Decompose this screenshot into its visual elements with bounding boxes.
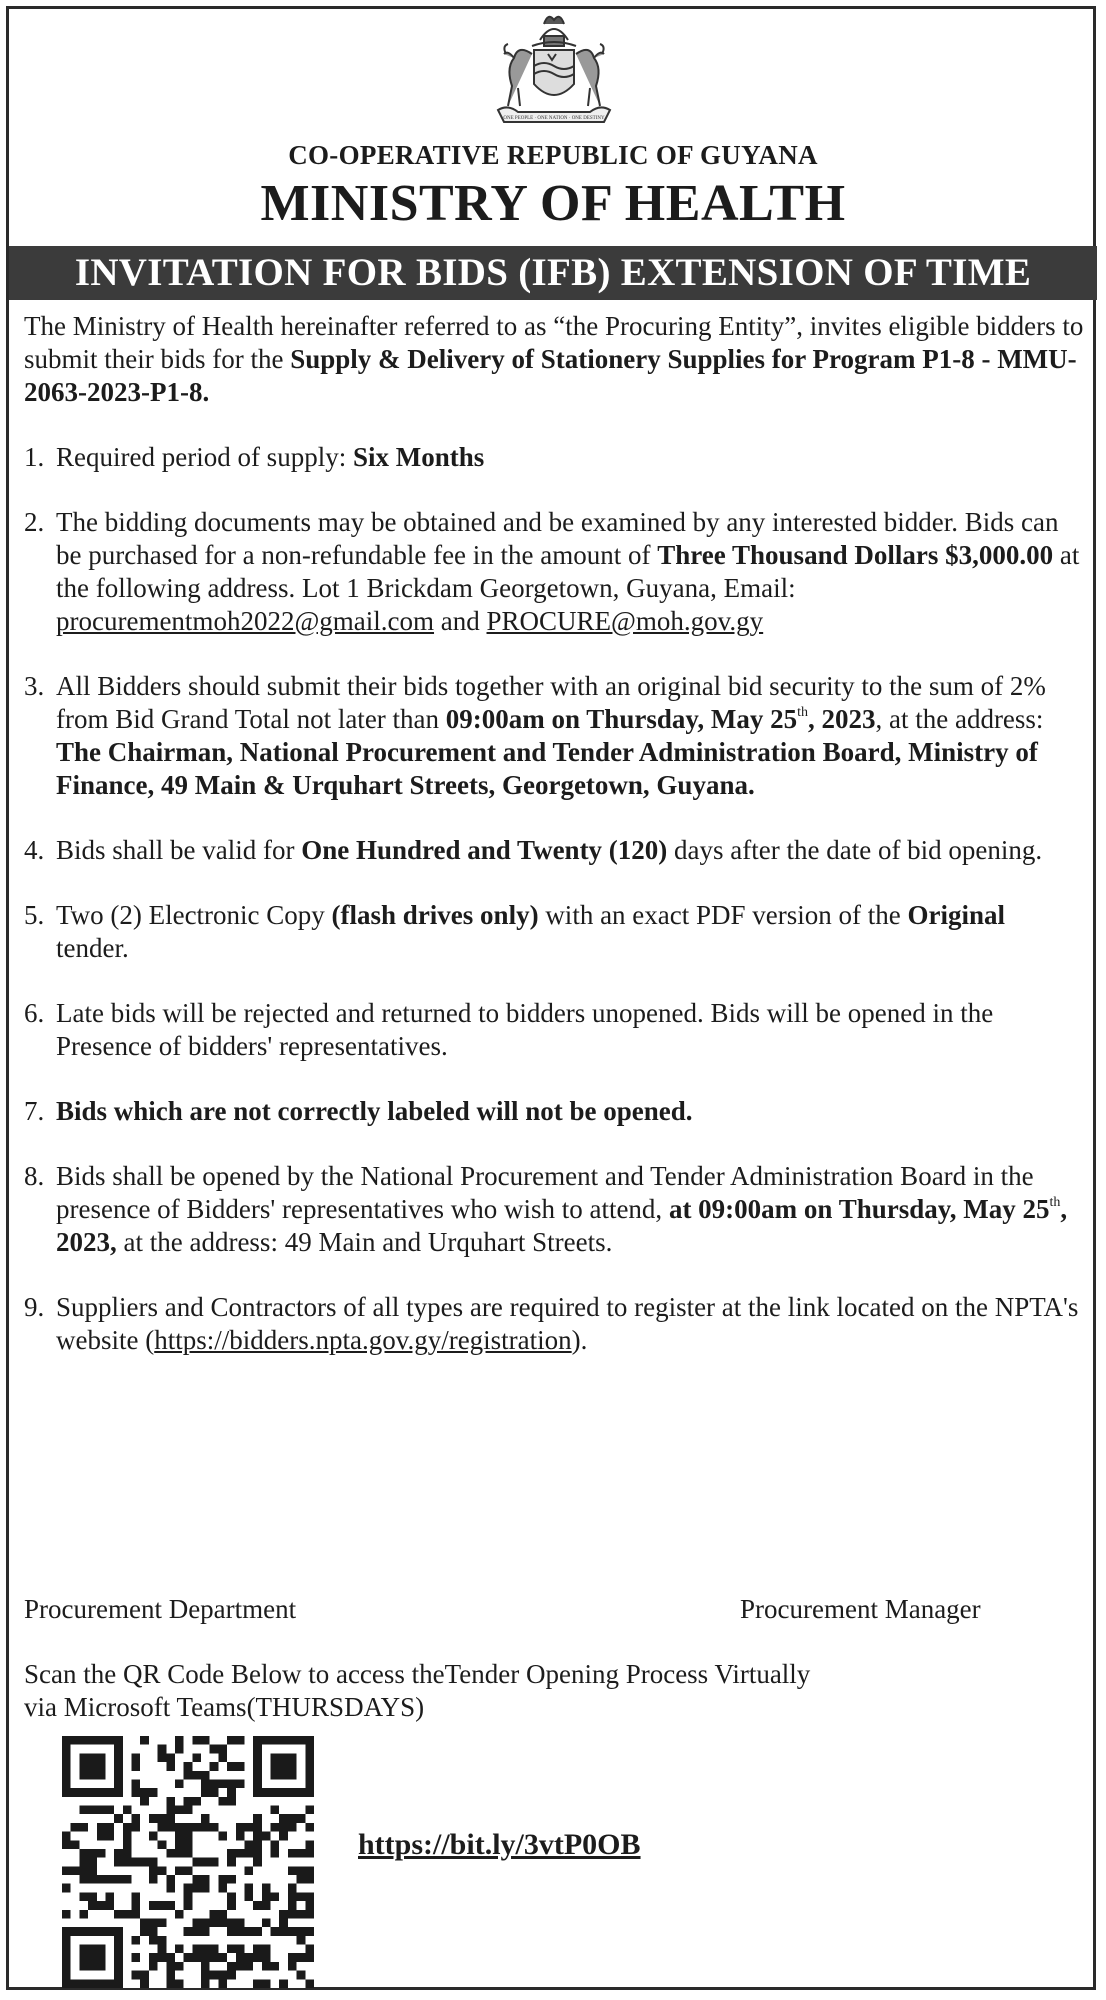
list-item: 1. Required period of supply: Six Months xyxy=(24,442,485,472)
notice-body xyxy=(24,310,1084,1389)
list-item: 7. Bids which are not correctly labeled will not be opened. xyxy=(24,1096,693,1126)
email-link-procurementmoh[interactable]: procurementmoh2022@gmail.com xyxy=(56,606,435,636)
tender-opening-short-link[interactable]: https://bit.ly/3vtP0OB xyxy=(358,1828,641,1861)
qr-instructions: Scan the QR Code Below to access theTender Opening Process Virtually via Microsoft Teams(THURSDAYS) xyxy=(24,1659,811,1722)
qr-code-icon[interactable] xyxy=(62,1736,314,1988)
ministry-title: MINISTRY OF HEALTH xyxy=(260,175,846,232)
list-item: 8. Bids shall be opened by the National Procurement and Tender Administration Board in the presence of Bidders' representatives who wish to attend, at 09:00am on Thursday, May 25th, 2023, at the address: 49 Main and Urquhart Streets. xyxy=(24,1161,1068,1257)
list-item: 6. Late bids will be rejected and returned to bidders unopened. Bids will be opened in the Presence of bidders' representatives. xyxy=(24,998,994,1061)
list-item: 9. Suppliers and Contractors of all types are required to register at the link located on the NPTA's website (https://bidders.npta.gov.gy/registration). xyxy=(24,1292,1079,1355)
signature-procurement-department: Procurement Department xyxy=(24,1594,297,1624)
intro-paragraph: The Ministry of Health hereinafter referred to as “the Procuring Entity”, invites eligible bidders to submit their bids for the Supply & Delivery of Stationery Supplies for Program P1-8 - MMU-2063-2023-P1-8. xyxy=(24,311,1084,407)
list-item: 3. All Bidders should submit their bids together with an original bid security to the sum of 2% from Bid Grand Total not later than 09:00am on Thursday, May 25th, 2023, at the address: The Chairman, National Procurement and Tender Administration Board, Ministry of Finance, 49 Main & Urquhart Streets, Georgetown, Guyana. xyxy=(24,671,1046,800)
npta-registration-link[interactable]: https://bidders.npta.gov.gy/registration xyxy=(154,1325,572,1355)
signature-procurement-manager: Procurement Manager xyxy=(740,1594,981,1624)
list-item: 2. The bidding documents may be obtained and be examined by any interested bidder. Bids can be purchased for a non-refundable fee in the amount of Three Thousand Dollars $3,000.00 at the following address. Lot 1 Brickdam Georgetown, Guyana, Email: procurementmoh2022@gmail.com and PROCURE@moh.gov.gy xyxy=(24,507,1080,636)
ifb-banner: INVITATION FOR BIDS (IFB) EXTENSION OF TIME xyxy=(9,246,1097,300)
coat-of-arms-icon xyxy=(488,10,620,134)
conditions-list xyxy=(24,441,1084,1357)
email-link-procure[interactable]: PROCURE@moh.gov.gy xyxy=(486,606,764,636)
republic-name: CO-OPERATIVE REPUBLIC OF GUYANA xyxy=(288,140,818,170)
svg-text:ONE PEOPLE · ONE NATION · ONE: ONE PEOPLE · ONE NATION · ONE DESTINY xyxy=(503,116,605,121)
list-item: 5. Two (2) Electronic Copy (flash drives only) with an exact PDF version of the Original tender. xyxy=(24,900,1006,963)
list-item: 4. Bids shall be valid for One Hundred and Twenty (120) days after the date of bid opening. xyxy=(24,835,1043,865)
